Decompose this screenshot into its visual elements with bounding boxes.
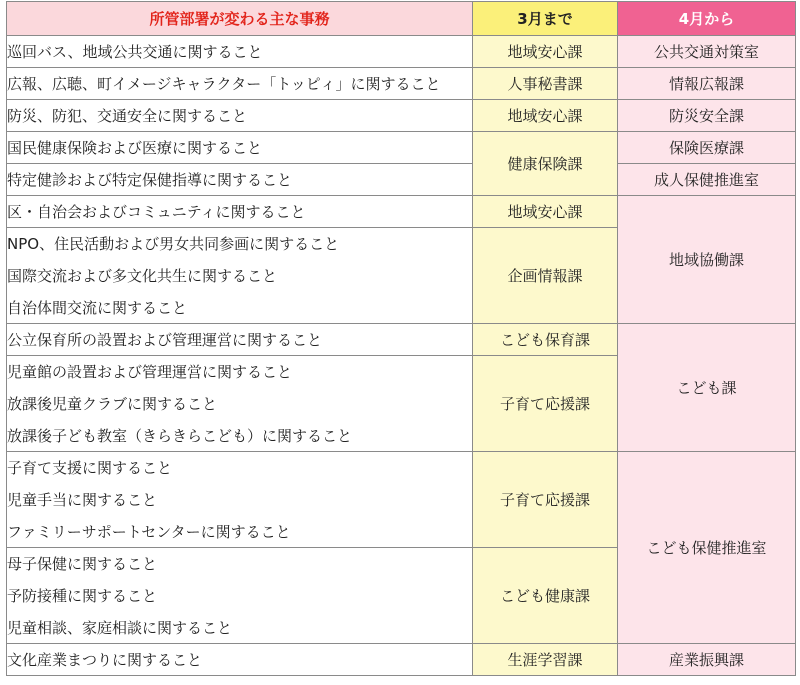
table-row	[7, 100, 796, 132]
table-row	[7, 132, 796, 164]
after-dept-cell: 産業振興課	[618, 644, 796, 676]
task-cell: 母子保健に関すること	[7, 548, 473, 580]
before-dept-cell: 子育て応援課	[473, 452, 618, 548]
task-cell: ファミリーサポートセンターに関すること	[7, 516, 473, 548]
header-from-april: 4月から	[618, 2, 796, 36]
before-dept-cell: こども保育課	[473, 324, 618, 356]
task-cell: 子育て支援に関すること	[7, 452, 473, 484]
before-dept-cell: 健康保険課	[473, 132, 618, 196]
after-dept-cell: 防災安全課	[618, 100, 796, 132]
table-row	[7, 452, 796, 484]
before-dept-cell: こども健康課	[473, 548, 618, 644]
after-dept-cell: こども課	[618, 324, 796, 452]
task-cell: NPO、住民活動および男女共同参画に関すること	[7, 228, 473, 260]
table-row	[7, 164, 796, 196]
task-cell: 特定健診および特定保健指導に関すること	[7, 164, 473, 196]
after-dept-cell: こども保健推進室	[618, 452, 796, 644]
task-cell: 児童手当に関すること	[7, 484, 473, 516]
task-cell: 自治体間交流に関すること	[7, 292, 473, 324]
before-dept-cell: 地域安心課	[473, 36, 618, 68]
task-cell: 防災、防犯、交通安全に関すること	[7, 100, 473, 132]
task-cell: 公立保育所の設置および管理運営に関すること	[7, 324, 473, 356]
task-cell: 文化産業まつりに関すること	[7, 644, 473, 676]
task-cell: 児童館の設置および管理運営に関すること	[7, 356, 473, 388]
task-cell: 巡回バス、地域公共交通に関すること	[7, 36, 473, 68]
header-task: 所管部署が変わる主な事務	[7, 2, 473, 36]
department-change-table	[6, 1, 796, 676]
before-dept-cell: 子育て応援課	[473, 356, 618, 452]
table-row	[7, 644, 796, 676]
task-cell: 区・自治会およびコミュニティに関すること	[7, 196, 473, 228]
task-cell: 国民健康保険および医療に関すること	[7, 132, 473, 164]
task-cell: 国際交流および多文化共生に関すること	[7, 260, 473, 292]
task-cell: 放課後児童クラブに関すること	[7, 388, 473, 420]
before-dept-cell: 地域安心課	[473, 196, 618, 228]
header-row	[7, 2, 796, 36]
after-dept-cell: 公共交通対策室	[618, 36, 796, 68]
after-dept-cell: 成人保健推進室	[618, 164, 796, 196]
task-cell: 広報、広聴、町イメージキャラクター「トッピィ」に関すること	[7, 68, 473, 100]
after-dept-cell: 保険医療課	[618, 132, 796, 164]
before-dept-cell: 人事秘書課	[473, 68, 618, 100]
task-cell: 放課後子ども教室（きらきらこども）に関すること	[7, 420, 473, 452]
task-cell: 児童相談、家庭相談に関すること	[7, 612, 473, 644]
task-cell: 予防接種に関すること	[7, 580, 473, 612]
before-dept-cell: 生涯学習課	[473, 644, 618, 676]
before-dept-cell: 地域安心課	[473, 100, 618, 132]
after-dept-cell: 情報広報課	[618, 68, 796, 100]
table-row	[7, 68, 796, 100]
table-row	[7, 196, 796, 228]
table-row	[7, 324, 796, 356]
table-row	[7, 36, 796, 68]
before-dept-cell: 企画情報課	[473, 228, 618, 324]
after-dept-cell: 地域協働課	[618, 196, 796, 324]
header-until-march: 3月まで	[473, 2, 618, 36]
